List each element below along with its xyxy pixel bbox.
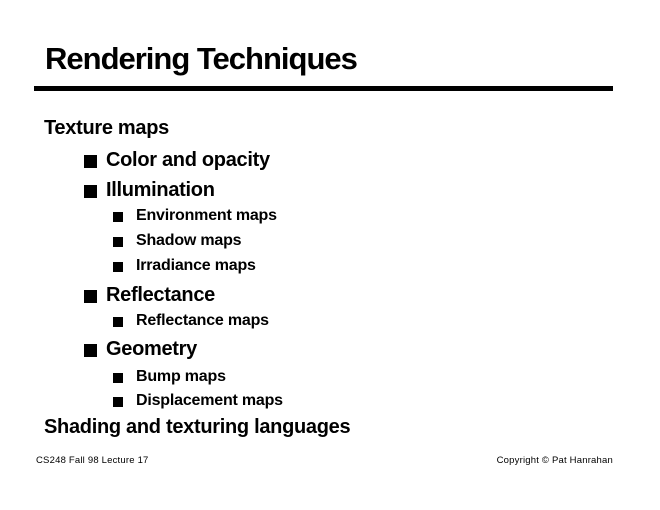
outline-item-label: Illumination — [106, 179, 215, 201]
outline-item-label: Environment maps — [136, 207, 277, 224]
footer-course-label: CS248 Fall 98 Lecture 17 — [36, 455, 149, 466]
outline-item-label: Shadow maps — [136, 232, 242, 249]
outline-item — [44, 415, 350, 439]
bullet-square-icon — [113, 237, 123, 247]
outline-item — [113, 231, 241, 250]
bullet-square-icon — [113, 262, 123, 272]
outline-item-label: Shading and texturing languages — [44, 416, 351, 438]
outline-item — [113, 311, 269, 330]
outline-item — [84, 283, 215, 307]
footer-copyright-label: Copyright © Pat Hanrahan — [496, 455, 613, 466]
outline-item — [84, 337, 197, 361]
outline-item-label: Reflectance maps — [136, 312, 269, 329]
outline-item — [113, 391, 283, 410]
bullet-square-icon — [84, 344, 97, 357]
outline-item — [44, 116, 169, 140]
outline-item-label: Color and opacity — [106, 149, 270, 171]
outline-item-label: Texture maps — [44, 117, 169, 139]
outline-item-label: Irradiance maps — [136, 257, 256, 274]
bullet-square-icon — [113, 317, 123, 327]
outline-item — [113, 367, 226, 386]
bullet-square-icon — [84, 185, 97, 198]
outline-item — [113, 206, 277, 225]
outline-item — [84, 178, 215, 202]
bullet-square-icon — [113, 212, 123, 222]
outline-item-label: Geometry — [106, 338, 197, 360]
bullet-square-icon — [84, 155, 97, 168]
outline-item — [113, 256, 256, 275]
outline-item — [84, 148, 270, 172]
bullet-square-icon — [84, 290, 97, 303]
slide-title: Rendering Techniques — [45, 41, 357, 76]
outline-item-label: Reflectance — [106, 284, 215, 306]
bullet-square-icon — [113, 373, 123, 383]
outline-item-label: Bump maps — [136, 368, 226, 385]
title-underline-rule — [34, 86, 613, 91]
bullet-square-icon — [113, 397, 123, 407]
outline-item-label: Displacement maps — [136, 392, 283, 409]
